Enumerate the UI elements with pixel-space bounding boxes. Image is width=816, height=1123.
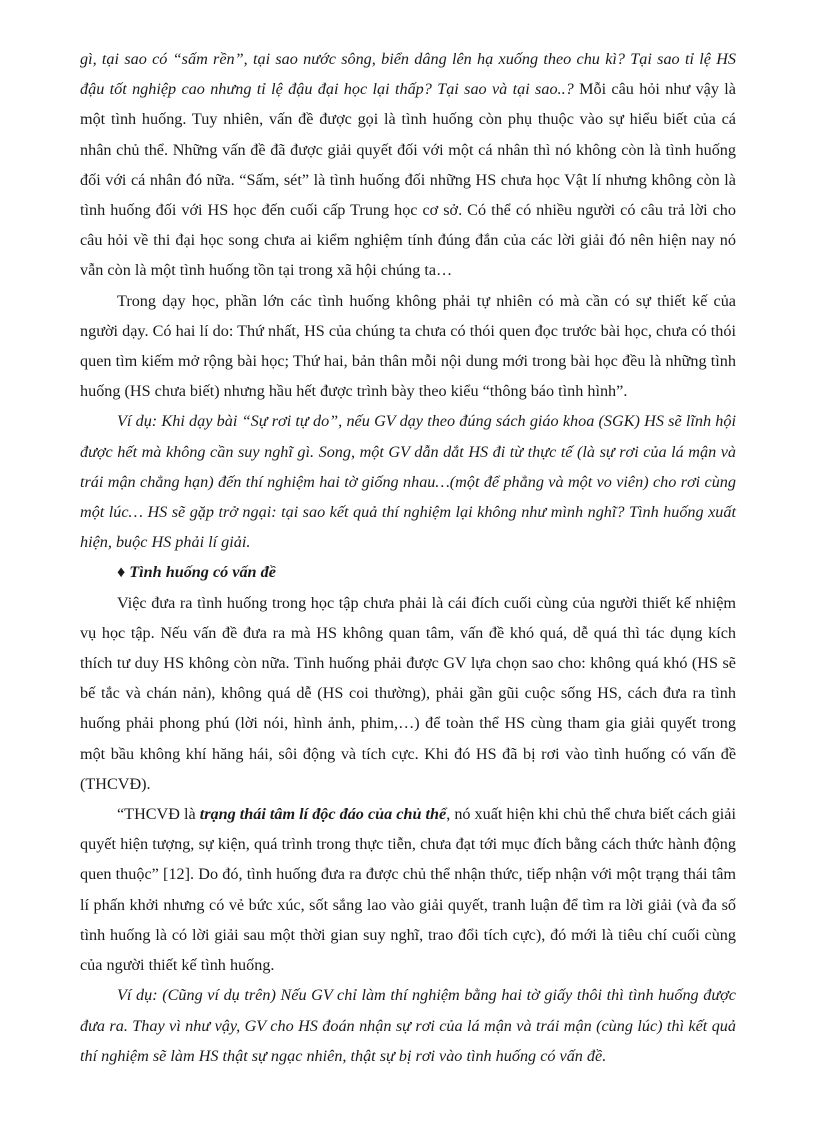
example-free-fall: Ví dụ: Khi dạy bài “Sự rơi tự do”, nếu GV dạy theo đúng sách giáo khoa (SGK) HS sẽ lĩnh hội được hết mà không cần suy nghĩ gì. Song, một GV dẫn dắt HS đi từ thực tế (là sự rơi của lá mận và trái mận chẳng hạn) đến thí nghiệm hai tờ giống nhau…(một để phẳng và một vo viên) cho rơi cùng một lúc… HS sẽ gặp trở ngại: tại sao kết quả thí nghiệm lại không như mình nghĩ? Tình huống xuất hiện, buộc HS phải lí giải. (80, 412, 736, 552)
paragraph-text: Mỗi câu hỏi như vậy là một tình huống. Tuy nhiên, vấn đề được gọi là tình huống còn phụ thuộc vào sự hiểu biết của cá nhân chủ thể. Những vấn đề đã được giải quyết đối với một cá nhân thì nó không còn là tình huống đối với cá nhân đó nữa. “Sấm, sét” là tình huống đối những HS chưa học Vật lí nhưng không còn là tình huống đối với HS học đến cuối cấp Trung học cơ sở. Có thể có nhiều người có câu trả lời cho câu hỏi về thi đại học song chưa ai kiểm nghiệm tính đúng đắn của các lời giải đó nên hiện nay nó vẫn còn là một tình huống tồn tại trong xã hội chúng ta… (80, 80, 736, 280)
paragraph-definition (80, 799, 736, 980)
document-page (80, 44, 736, 1071)
definition-emphasis: trạng thái tâm lí độc đáo của chủ thể (199, 805, 447, 824)
section-heading-text: Tình huống có vấn đề (129, 563, 276, 582)
italic-questions: gì, tại sao có “sấm rền”, tại sao nước sông, biển dâng lên hạ xuống theo chu kì? Tại sao tỉ lệ HS đậu tốt nghiệp cao nhưng tỉ lệ đậu đại học lại thấp? Tại sao và tại sao..? (80, 50, 736, 99)
section-heading (80, 557, 736, 587)
paragraph-continuation (80, 44, 736, 286)
definition-rest: , nó xuất hiện khi chủ thể chưa biết cách giải quyết hiện tượng, sự kiện, quá trình trong thực tiễn, chưa đạt tới mục đích bằng cách thức hành động quen thuộc” [12]. Do đó, tình huống đưa ra được chủ thể nhận thức, tiếp nhận với một trạng thái tâm lí phấn khởi nhưng có vẻ bức xúc, sốt sắng lao vào giải quyết, tranh luận để tìm ra lời giải (và đa số tình huống là có lời giải sau một thời gian suy nghĩ, trao đổi tích cực), đó mới là tiêu chí cuối cùng của người thiết kế tình huống. (80, 805, 736, 975)
example-paper-experiment: Ví dụ: (Cũng ví dụ trên) Nếu GV chỉ làm thí nghiệm bằng hai tờ giấy thôi thì tình huống được đưa ra. Thay vì như vậy, GV cho HS đoán nhận sự rơi của lá mận và trái mận (cùng lúc) thì kết quả thí nghiệm sẽ làm HS thật sự ngạc nhiên, thật sự bị rơi vào tình huống có vấn đề. (80, 986, 736, 1065)
diamond-bullet-icon: ♦ (117, 563, 126, 582)
paragraph-situation-selection: Việc đưa ra tình huống trong học tập chưa phải là cái đích cuối cùng của người thiết kế nhiệm vụ học tập. Nếu vấn đề đưa ra mà HS không quan tâm, vấn đề khó quá, dễ quá thì tác dụng kích thích tư duy HS không còn nữa. Tình huống phải được GV lựa chọn sao cho: không quá khó (HS sẽ bế tắc và chán nản), không quá dễ (HS coi thường), phải gần gũi cuộc sống HS, cách đưa ra tình huống phải phong phú (lời nói, hình ảnh, phim,…) để toàn thể HS cùng tham gia giải quyết trong một bầu không khí hăng hái, sôi động và tích cực. Khi đó HS đã bị rơi vào tình huống có vấn đề (THCVĐ). (80, 593, 736, 793)
paragraph-design-reasons: Trong dạy học, phần lớn các tình huống không phải tự nhiên có mà cần có sự thiết kế của người dạy. Có hai lí do: Thứ nhất, HS của chúng ta chưa có thói quen đọc trước bài học, chưa có thói quen tìm kiếm mở rộng bài học; Thứ hai, bản thân mỗi nội dung mới trong bài học đều là những tình huống (HS chưa biết) nhưng hầu hết được trình bày theo kiểu “thông báo tình hình”. (80, 291, 736, 401)
definition-lead: “THCVĐ là (117, 805, 200, 824)
